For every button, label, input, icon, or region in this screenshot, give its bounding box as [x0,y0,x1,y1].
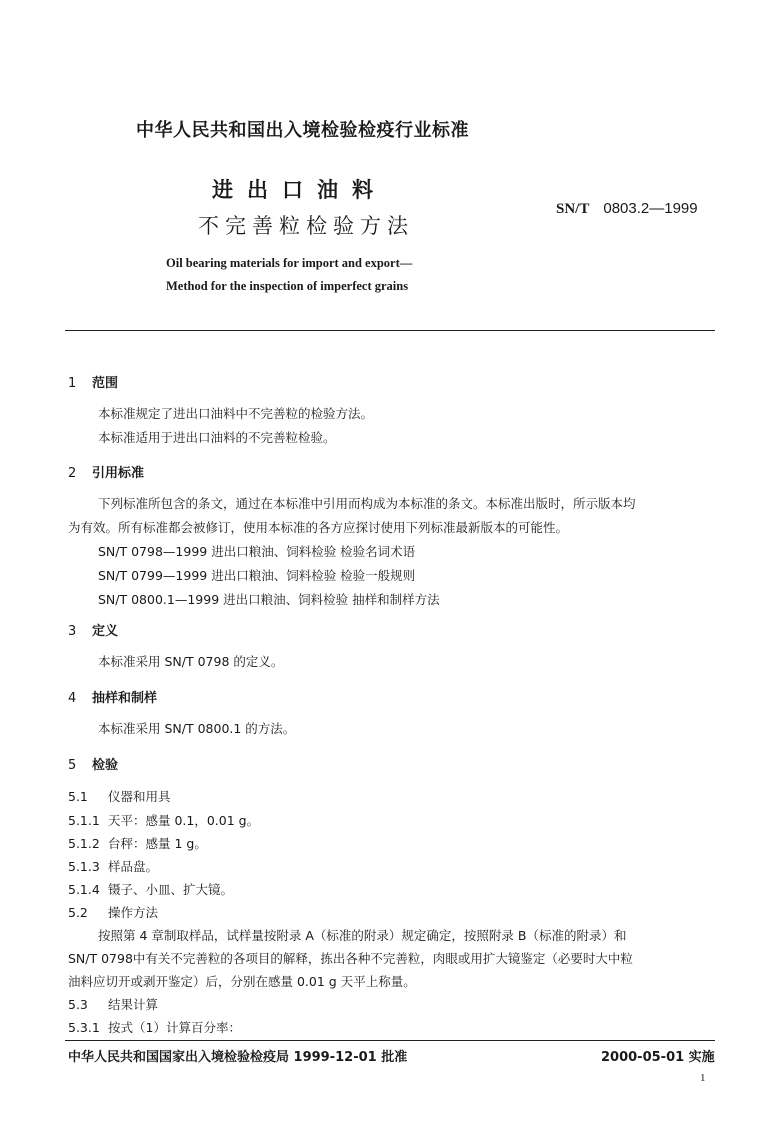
standard-code: SN/T [556,201,590,217]
subsection-5-3 [68,995,158,1013]
subsection-5-1-3 [68,857,158,875]
section-3-para: 本标准采用 SN/T 0798 的定义。 [98,654,284,669]
section-2-para-cont: 为有效。所有标准都会被修订，使用本标准的各方应探讨使用下列标准最新版本的可能性。 [68,520,569,535]
standard-number-value: 0803.2—1999 [603,200,698,217]
section-2-para-first: 下列标准所包含的条文，通过在本标准中引用而构成为本标准的条文。本标准出版时，所示版本均 [98,496,636,511]
section-title: 引用标准 [92,466,145,481]
subsection-number: 5.1 [68,789,88,804]
subsection-5-2 [68,903,158,921]
section-1-heading [68,372,118,391]
english-title-line2: Method for the inspection of imperfect grains [166,279,409,293]
subsection-text: 样品盘。 [108,859,159,874]
section-number: 2 [68,466,77,481]
subsection-text: 镊子、小皿、扩大镜。 [108,882,234,897]
reference-item: SN/T 0799—1999 进出口粮油、饲料检验 检验一般规则 [98,568,416,583]
procedure-line-3: 油料应切开或剥开鉴定）后，分别在感量 0.01 g 天平上称量。 [68,974,416,989]
page-number: 1 [700,1072,706,1084]
subsection-5-1-4 [68,880,233,898]
section-2-heading [68,462,144,481]
subsection-5-1-1 [68,811,259,829]
subsection-number: 5.3.1 [68,1020,100,1035]
section-number: 4 [68,691,77,706]
subsection-number: 5.1.3 [68,859,100,874]
header-divider [65,330,715,331]
section-4-para: 本标准采用 SN/T 0800.1 的方法。 [98,721,296,736]
section-4-heading [68,687,157,706]
section-title: 定义 [92,624,119,639]
subsection-text: 操作方法 [108,905,159,920]
subsection-text: 仪器和用具 [108,789,171,804]
section-1-para-1: 本标准规定了进出口油料中不完善粒的检验方法。 [98,406,374,421]
subsection-number: 5.1.4 [68,882,100,897]
document-title-line1: 进出口油料 [212,178,387,202]
standard-number [556,200,698,218]
subsection-text: 台秤：感量 1 g。 [108,836,207,851]
section-number: 1 [68,376,77,391]
document-title-line2: 不完善粒检验方法 [198,214,414,238]
section-number: 3 [68,624,77,639]
section-number: 5 [68,758,77,773]
section-1-para-2: 本标准适用于进出口油料的不完善粒检验。 [98,430,336,445]
subsection-text: 结果计算 [108,997,159,1012]
section-5-heading [68,754,118,773]
footer-divider [65,1040,715,1041]
procedure-line-2: SN/T 0798中有关不完善粒的各项目的解释，拣出各种不完善粒，肉眼或用扩大镜鉴定（必要时大中粒 [68,951,633,966]
section-title: 检验 [92,758,119,773]
reference-item: SN/T 0800.1—1999 进出口粮油、饲料检验 抽样和制样方法 [98,592,440,607]
section-title: 抽样和制样 [92,691,158,706]
subsection-5-3-1 [68,1018,241,1036]
subsection-text: 按式（1）计算百分率： [108,1020,241,1035]
subsection-text: 天平：感量 0.1，0.01 g。 [108,813,260,828]
approval-line: 中华人民共和国国家出入境检验检疫局 1999-12-01 批准 [68,1050,408,1065]
section-title: 范围 [92,376,119,391]
reference-item: SN/T 0798—1999 进出口粮油、饲料检验 检验名词术语 [98,544,416,559]
subsection-5-1 [68,787,171,805]
subsection-number: 5.3 [68,997,88,1012]
procedure-line-1: 按照第 4 章制取样品，试样量按附录 A（标准的附录）规定确定，按照附录 B（标准的附录）和 [98,928,627,943]
subsection-number: 5.1.2 [68,836,100,851]
effective-date: 2000-05-01 实施 [601,1050,715,1065]
english-title-line1: Oil bearing materials for import and export— [166,256,413,270]
subsection-5-1-2 [68,834,207,852]
issuing-organization: 中华人民共和国出入境检验检疫行业标准 [136,120,469,141]
section-3-heading [68,620,118,639]
subsection-number: 5.2 [68,905,88,920]
subsection-number: 5.1.1 [68,813,100,828]
